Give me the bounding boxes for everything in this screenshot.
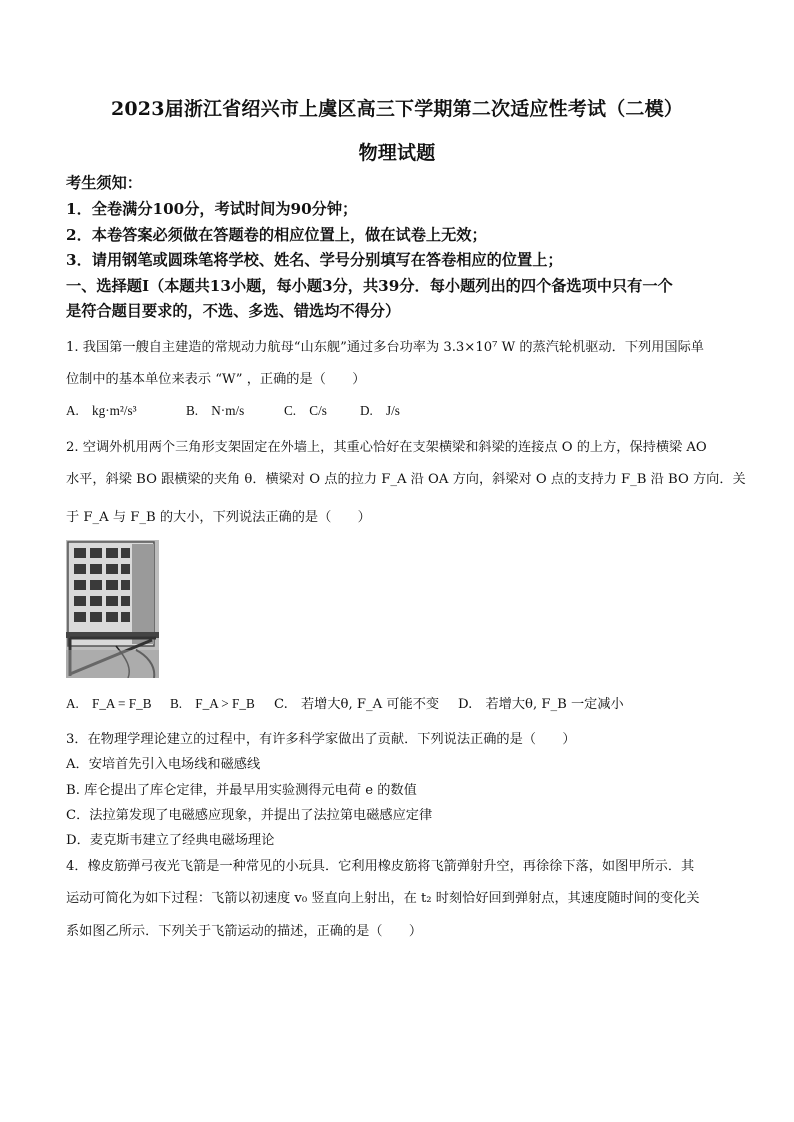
section-heading-line2: 是符合题目要求的，不选、多选、错选均不得分） (66, 302, 401, 320)
q2-options (66, 693, 642, 712)
q2-option-d[interactable]: D. 若增大θ, F_B 一定减小 (458, 697, 624, 712)
q3-option-a[interactable]: A．安培首先引入电场线和磁感线 (66, 757, 261, 772)
exam-title: 2023届浙江省绍兴市上虞区高三下学期第二次适应性考试（二模） (110, 98, 684, 120)
notice-item-3: 3．请用钢笔或圆珠笔将学校、姓名、学号分别填写在答卷相应的位置上； (66, 251, 563, 269)
notice-heading: 考生须知： (66, 174, 142, 192)
q4-stem-line3: 系如图乙所示．下列关于飞箭运动的描述，正确的是（ ） (66, 924, 423, 939)
q2-option-a[interactable]: A. F_A = F_B (66, 696, 152, 711)
q1-option-c[interactable]: C. C/s (284, 403, 327, 418)
air-conditioner-photo (66, 540, 159, 678)
q2-option-c[interactable]: C. 若增大θ, F_A 可能不变 (274, 697, 440, 712)
q3-option-b[interactable]: B. 库仑提出了库仑定律，并最早用实验测得元电荷 e 的数值 (66, 783, 417, 798)
q4-stem-line1: 4．橡皮筋弹弓夜光飞箭是一种常见的小玩具．它利用橡皮筋将飞箭弹射升空，再徐徐下落，如图甲所示．其 (66, 859, 695, 874)
q3-option-c[interactable]: C．法拉第发现了电磁感应现象，并提出了法拉第电磁感应定律 (66, 808, 433, 823)
notice-item-2: 2．本卷答案必须做在答题卷的相应位置上，做在试卷上无效； (66, 226, 487, 244)
q2-stem-line3: 于 F_A 与 F_B 的大小，下列说法正确的是（ ） (66, 510, 371, 525)
q3-stem: 3．在物理学理论建立的过程中，有许多科学家做出了贡献．下列说法正确的是（ ） (66, 732, 576, 747)
q2-option-b[interactable]: B. F_A > F_B (170, 696, 255, 711)
section-heading-line1: 一、选择题Ⅰ（本题共13小题，每小题3分，共39分．每小题列出的四个备选项中只有一个 (66, 277, 673, 295)
q4-stem-line2: 运动可简化为如下过程：飞箭以初速度 v₀ 竖直向上射出，在 t₂ 时刻恰好回到弹射点，其速度随时间的变化关 (66, 891, 700, 906)
q2-stem-line2: 水平，斜梁 BO 跟横梁的夹角 θ．横梁对 O 点的拉力 F_A 沿 OA 方向，斜梁对 O 点的支持力 F_B 沿 BO 方向．关 (66, 472, 746, 487)
notice-item-1: 1．全卷满分100分，考试时间为90分钟； (66, 200, 358, 218)
exam-subject-title: 物理试题 (358, 142, 436, 164)
q2-stem-line1: 2. 空调外机用两个三角形支架固定在外墙上，其重心恰好在支架横梁和斜梁的连接点 O 的上方，保持横梁 AO (66, 440, 707, 455)
q1-option-d[interactable]: D. J/s (360, 403, 400, 418)
q1-stem-line2: 位制中的基本单位来表示 “W” ，正确的是（ ） (66, 372, 366, 387)
q1-option-b[interactable]: B. N·m/s (186, 403, 245, 418)
q1-option-a[interactable]: A. kg·m²/s³ (66, 403, 137, 418)
q1-stem-line1: 1. 我国第一艘自主建造的常规动力航母“山东舰”通过多台功率为 3.3×10⁷ W 的蒸汽轮机驱动．下列用国际单 (66, 340, 704, 355)
q3-option-d[interactable]: D．麦克斯韦建立了经典电磁场理论 (66, 833, 275, 848)
q1-options (66, 400, 436, 419)
